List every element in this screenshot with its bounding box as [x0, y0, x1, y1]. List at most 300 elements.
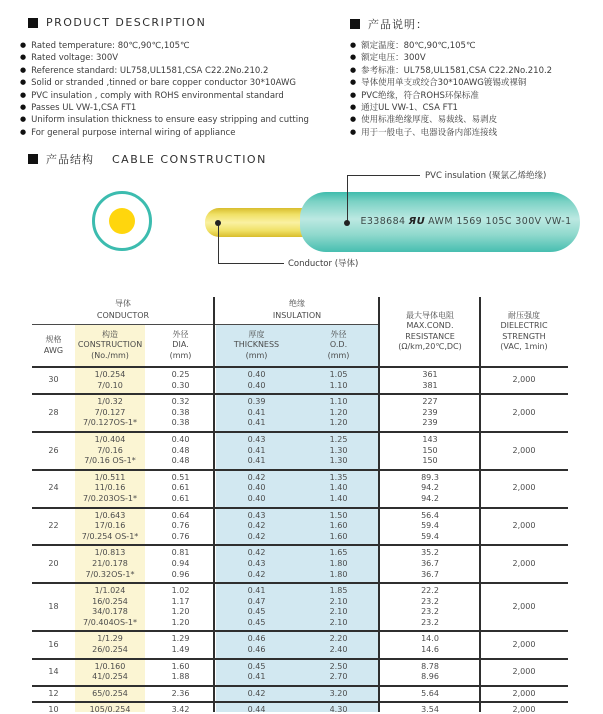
cell-value: 20: [48, 558, 59, 568]
cell-value: 1.60: [171, 661, 190, 671]
cell-dielectric: [480, 632, 568, 657]
bullet-item: [350, 90, 603, 102]
cell-dia: [145, 395, 216, 431]
group-header-insulation: [216, 298, 378, 322]
group-header-en: CONDUCTOR: [96, 311, 150, 320]
cell-od: [297, 703, 380, 714]
cell-od: [297, 433, 380, 469]
cell-value: 8.96: [421, 672, 439, 682]
cell-value: 1/0.404: [94, 434, 126, 444]
cell-value: 1/0.254: [94, 370, 126, 379]
bullet-text: Solid or stranded ,tinned or bare copper conductor 30*10AWG: [31, 78, 296, 89]
cell-value: 21/0.178: [92, 558, 128, 568]
cell-construction: [75, 546, 145, 582]
cell-value: 1.29: [171, 634, 190, 644]
cell-value: 0.76: [171, 531, 190, 541]
cell-resistance: [380, 395, 480, 431]
bullet-text: PVC insulation , comply with ROHS environmental standard: [31, 90, 284, 101]
cell-value: 227: [422, 397, 438, 407]
bullet-item: [20, 52, 348, 64]
cell-value: 0.46: [247, 645, 266, 655]
cell-value: 7/0.16: [97, 445, 123, 455]
cell-value: 239: [422, 407, 438, 417]
cell-value: 12: [48, 688, 59, 698]
cell-od: [297, 509, 380, 545]
column-header-od: [297, 325, 380, 366]
table-row: [32, 703, 568, 714]
cell-value: 56.4: [421, 510, 439, 520]
bullet-icon: ●: [350, 127, 357, 136]
cell-value: 1.20: [329, 418, 348, 428]
cell-resistance: [380, 546, 480, 582]
cell-value: 1.49: [171, 645, 190, 655]
cell-value: 26/0.254: [92, 645, 128, 655]
cell-value: 0.81: [171, 548, 190, 558]
column-header-line: 外径: [330, 329, 347, 339]
column-header-line: (VAC, 1min): [500, 342, 548, 351]
cable-cross-section-conductor-core: [109, 208, 135, 234]
cell-value: 1.10: [329, 397, 348, 407]
cell-value: 0.45: [247, 607, 266, 617]
cell-construction: [75, 433, 145, 469]
section-title-en: CABLE CONSTRUCTION: [112, 152, 267, 166]
section-title-text: PRODUCT DESCRIPTION: [46, 16, 207, 29]
cell-construction: [75, 471, 145, 507]
column-header-line: THICKNESS: [233, 340, 280, 350]
cell-dia: [145, 509, 216, 545]
bullet-item: [350, 52, 603, 64]
cell-value: 14.0: [421, 634, 439, 644]
cell-value: 22.2: [421, 586, 439, 596]
cell-value: 2,000: [512, 445, 536, 455]
cell-value: 14.6: [421, 645, 439, 655]
cell-value: 0.38: [171, 418, 190, 428]
cell-value: 59.4: [421, 521, 439, 531]
cell-thickness: [216, 660, 297, 685]
bullet-item: [20, 127, 348, 139]
cell-construction: [75, 509, 145, 545]
cable-insulation-sheath: [300, 192, 580, 252]
group-header-cn: 绝缘: [289, 299, 305, 308]
cell-awg: [32, 471, 75, 507]
cell-value: 24: [48, 483, 59, 493]
conductor-callout-line-vertical: [218, 223, 219, 263]
cell-awg: [32, 509, 75, 545]
cell-value: 0.61: [171, 483, 190, 493]
cell-dielectric: [480, 509, 568, 545]
cell-value: 34/0.178: [92, 607, 128, 617]
cell-resistance: [380, 509, 480, 545]
bullet-icon: ●: [20, 41, 27, 49]
column-header-line: 最大导体电阻: [406, 310, 454, 320]
cell-value: 0.41: [247, 418, 266, 428]
bullet-item: [20, 77, 348, 89]
cell-dia: [145, 703, 216, 714]
table-row: [32, 660, 568, 687]
conductor-label: Conductor (导体): [288, 259, 359, 269]
column-header-line: DIA.: [172, 340, 189, 350]
cell-thickness: [216, 703, 297, 714]
bullet-icon: ●: [20, 115, 27, 124]
cell-value: 0.61: [171, 493, 190, 503]
column-header-line: 外径: [172, 329, 189, 339]
bullet-text: 额定温度：80℃,90℃,105℃: [361, 41, 476, 51]
cell-dia: [145, 584, 216, 630]
bullet-text: Rated voltage: 300V: [31, 53, 119, 64]
cell-value: 2.50: [329, 661, 348, 671]
black-square-icon: [28, 154, 38, 164]
column-header-line: MAX.COND.: [406, 321, 454, 330]
cell-awg: [32, 546, 75, 582]
bullet-text: Rated temperature: 80℃,90℃,105℃: [31, 41, 190, 51]
cell-value: 0.45: [247, 617, 266, 627]
cell-value: 0.96: [171, 569, 190, 579]
cell-value: 0.43: [247, 558, 266, 568]
conductor-callout-line-horizontal: [218, 263, 284, 264]
cell-value: 0.43: [247, 510, 266, 520]
bullet-text: PVC绝缘，符合ROHS环保标准: [361, 90, 479, 101]
cable-print-marking: [300, 192, 580, 252]
table-row: [32, 584, 568, 632]
header-bottom-rule: [32, 366, 568, 368]
column-header-dia: [145, 325, 216, 366]
cell-resistance: [380, 368, 480, 393]
cell-value: 2,000: [512, 375, 536, 385]
cell-value: 1.25: [329, 434, 348, 444]
cell-value: 1.80: [329, 569, 348, 579]
cell-value: 0.30: [171, 380, 190, 390]
bullet-item: [20, 114, 348, 126]
cell-value: 0.40: [171, 434, 190, 444]
cell-dielectric: [480, 660, 568, 685]
cell-resistance: [380, 703, 480, 714]
cell-value: 0.41: [247, 456, 266, 466]
bullet-text: Uniform insulation thickness to ensure easy stripping and cutting: [31, 115, 309, 126]
bullet-item: [20, 65, 348, 77]
cell-value: 0.45: [247, 661, 266, 671]
table-vertical-divider: [479, 297, 481, 712]
bullet-item: [350, 114, 603, 126]
column-header-resistance: [380, 297, 480, 366]
column-header-line: AWG: [43, 345, 64, 355]
cell-awg: [32, 433, 75, 469]
cell-value: 16: [48, 639, 59, 649]
column-header-thickness: [216, 325, 297, 366]
cell-dia: [145, 632, 216, 657]
cell-value: 0.94: [171, 558, 190, 568]
cell-value: 1.65: [329, 548, 348, 558]
cell-value: 0.39: [247, 397, 266, 407]
cell-value: 1/0.511: [94, 472, 126, 482]
column-header-line: 规格: [45, 335, 62, 344]
cell-value: 105/0.254: [89, 705, 131, 714]
cell-value: 2.10: [329, 617, 348, 627]
cell-value: 0.32: [171, 397, 190, 407]
cell-value: 143: [422, 434, 438, 444]
cell-dielectric: [480, 703, 568, 714]
cell-resistance: [380, 471, 480, 507]
bullet-item: [20, 40, 348, 52]
cell-value: 2,000: [512, 705, 536, 714]
pvc-insulation-label: PVC insulation (聚氯乙烯绝缘): [425, 171, 547, 181]
cell-value: 94.2: [421, 493, 439, 503]
cell-awg: [32, 632, 75, 657]
cell-value: 23.2: [421, 607, 439, 617]
cell-value: 14: [48, 666, 59, 676]
pvc-callout-dot: [344, 220, 350, 226]
group-header-cn: 导体: [115, 299, 131, 308]
cell-value: 1.40: [329, 493, 348, 503]
cell-value: 1.30: [329, 456, 348, 466]
section-title-product-description-cn: [350, 16, 446, 32]
conductor-callout-dot: [215, 220, 221, 226]
cell-value: 1/1.29: [97, 634, 123, 644]
section-title-cn: 产品结构: [46, 153, 94, 166]
bullet-icon: ●: [350, 115, 357, 124]
cell-value: 0.25: [171, 370, 190, 379]
cell-value: 361: [422, 370, 438, 379]
column-header-line: (Ω/km,20℃,DC): [398, 342, 462, 351]
cell-value: 1.60: [329, 521, 348, 531]
bullet-item: [350, 77, 603, 89]
cell-value: 0.44: [247, 705, 266, 714]
product-description-list-cn: [350, 40, 603, 139]
cell-value: 2,000: [512, 558, 536, 568]
group-header-conductor: [32, 298, 214, 322]
cell-value: 0.42: [247, 531, 266, 541]
cell-value: 1.20: [171, 617, 190, 627]
cell-od: [297, 368, 380, 393]
cell-resistance: [380, 687, 480, 702]
cell-value: 0.40: [247, 493, 266, 503]
cell-value: 18: [48, 601, 59, 611]
cell-value: 0.41: [247, 586, 266, 596]
cell-value: 0.41: [247, 445, 266, 455]
cell-value: 94.2: [421, 483, 439, 493]
cell-construction: [75, 632, 145, 657]
cell-construction: [75, 703, 145, 714]
cell-value: 1.60: [329, 531, 348, 541]
column-header-line: (mm): [245, 350, 268, 360]
cell-value: 7/0.10: [97, 380, 123, 390]
cell-dia: [145, 687, 216, 702]
cell-construction: [75, 660, 145, 685]
bullet-icon: ●: [20, 78, 27, 87]
column-header-line: (mm): [169, 350, 192, 360]
bullet-icon: ●: [20, 65, 27, 74]
table-row: [32, 471, 568, 509]
bullet-icon: ●: [20, 53, 27, 62]
cell-value: 7/0.254 OS-1*: [81, 531, 139, 541]
bullet-text: For general purpose internal wiring of appliance: [31, 127, 236, 138]
cell-value: 8.78: [421, 661, 439, 671]
cell-value: 23.2: [421, 617, 439, 627]
cell-value: 0.41: [247, 672, 266, 682]
cell-value: 1.10: [329, 380, 348, 390]
cell-value: 1.20: [171, 607, 190, 617]
bullet-text: 通过UL VW-1、CSA FT1: [361, 103, 458, 114]
cell-construction: [75, 687, 145, 702]
cell-value: 2,000: [512, 483, 536, 493]
column-header-awg: [32, 325, 75, 366]
bullet-text: Reference standard: UL758,UL1581,CSA C22.2No.210.2: [31, 65, 269, 76]
cell-value: 1/0.813: [94, 548, 126, 558]
cell-construction: [75, 584, 145, 630]
cell-value: 381: [422, 380, 438, 390]
cell-od: [297, 584, 380, 630]
ul-recognized-mark-icon: ЯU: [408, 216, 426, 227]
cell-od: [297, 632, 380, 657]
cell-od: [297, 546, 380, 582]
column-header-line: 厚度: [248, 329, 265, 339]
cell-value: 23.2: [421, 596, 439, 606]
bullet-text: 导体使用单支或绞合30*10AWG镀锡或裸铜: [361, 78, 527, 89]
cell-thickness: [216, 471, 297, 507]
cell-value: 1/0.32: [97, 397, 123, 407]
cell-value: 3.54: [421, 705, 439, 714]
cell-value: 2.10: [329, 607, 348, 617]
cell-value: 10: [48, 705, 59, 714]
cell-value: 0.42: [247, 688, 266, 698]
cell-dia: [145, 660, 216, 685]
table-row: [32, 368, 568, 395]
cell-value: 1.20: [329, 407, 348, 417]
cell-value: 0.42: [247, 521, 266, 531]
cell-value: 3.20: [329, 688, 348, 698]
cell-value: 7/0.127OS-1*: [82, 418, 138, 428]
column-header-line: 构造: [102, 329, 118, 339]
cell-value: 2,000: [512, 688, 536, 698]
cell-value: 7/0.32OS-1*: [85, 569, 135, 579]
cell-dielectric: [480, 546, 568, 582]
bullet-icon: ●: [350, 90, 357, 99]
table-row: [32, 632, 568, 659]
cell-value: 11/0.16: [94, 483, 126, 493]
column-header-line: (mm): [327, 350, 350, 360]
cell-value: 7/0.203OS-1*: [82, 493, 138, 503]
cell-construction: [75, 395, 145, 431]
cell-resistance: [380, 632, 480, 657]
table-row: [32, 509, 568, 547]
cell-resistance: [380, 433, 480, 469]
column-header-line: O.D.: [329, 340, 348, 350]
bullet-text: 使用标准绝缘厚度、易裁线、易剥皮: [361, 115, 498, 126]
cable-print-cert-number: E338684: [360, 216, 406, 227]
cell-value: 0.42: [247, 472, 266, 482]
cell-value: 3.42: [171, 705, 190, 714]
cell-value: 0.41: [247, 407, 266, 417]
cell-value: 1.40: [329, 483, 348, 493]
cell-construction: [75, 368, 145, 393]
cell-value: 41/0.254: [92, 672, 128, 682]
bullet-icon: ●: [350, 103, 357, 112]
cell-dielectric: [480, 471, 568, 507]
cell-value: 59.4: [421, 531, 439, 541]
product-description-list-en: [20, 40, 348, 139]
column-header-line: STRENGTH: [502, 331, 546, 341]
cell-dielectric: [480, 433, 568, 469]
cell-awg: [32, 584, 75, 630]
table-row: [32, 395, 568, 433]
bullet-icon: ●: [350, 41, 357, 49]
bullet-text: 额定电压：300V: [361, 53, 426, 64]
cell-value: 1.88: [171, 672, 190, 682]
cell-value: 7/0.16 OS-1*: [84, 456, 136, 466]
column-header-dielectric: [480, 297, 568, 366]
cell-value: 2.70: [329, 672, 348, 682]
bullet-item: [350, 102, 603, 114]
cell-value: 36.7: [421, 558, 439, 568]
table-vertical-divider: [378, 297, 380, 712]
cell-thickness: [216, 433, 297, 469]
cell-value: 0.47: [247, 596, 266, 606]
cell-value: 5.64: [421, 688, 439, 698]
cell-value: 0.42: [247, 548, 266, 558]
bullet-text: Passes UL VW-1,CSA FT1: [31, 103, 137, 114]
cell-value: 0.40: [247, 380, 266, 390]
section-title-cable-construction: [28, 151, 267, 167]
cell-value: 150: [422, 456, 438, 466]
cell-awg: [32, 395, 75, 431]
cell-dia: [145, 368, 216, 393]
cell-thickness: [216, 368, 297, 393]
cell-value: 0.64: [171, 510, 190, 520]
cell-value: 1.05: [329, 370, 348, 379]
bullet-icon: ●: [350, 53, 357, 62]
cell-value: 0.42: [247, 569, 266, 579]
cell-value: 26: [48, 445, 59, 455]
cell-dia: [145, 471, 216, 507]
cell-value: 1.85: [329, 586, 348, 596]
cell-od: [297, 471, 380, 507]
cell-value: 65/0.254: [92, 688, 128, 698]
cell-resistance: [380, 660, 480, 685]
table-row: [32, 433, 568, 471]
spec-table-body: [32, 368, 568, 714]
cell-value: 0.38: [171, 407, 190, 417]
cell-value: 2.36: [171, 688, 190, 698]
cell-dia: [145, 433, 216, 469]
cell-value: 2,000: [512, 521, 536, 531]
cell-value: 7/0.127: [94, 407, 126, 417]
cell-value: 7/0.404OS-1*: [82, 617, 138, 627]
cell-value: 0.48: [171, 445, 190, 455]
cell-dielectric: [480, 687, 568, 702]
cell-value: 0.40: [247, 370, 266, 379]
bullet-icon: ●: [20, 103, 27, 112]
cell-value: 0.76: [171, 521, 190, 531]
cell-value: 1.30: [329, 445, 348, 455]
cell-value: 35.2: [421, 548, 439, 558]
pvc-callout-line-vertical: [347, 175, 348, 223]
cell-value: 89.3: [421, 472, 439, 482]
cell-resistance: [380, 584, 480, 630]
bullet-item: [350, 127, 603, 139]
spec-table: [32, 297, 568, 712]
section-title-text-cn: 产品说明：: [368, 18, 428, 31]
bullet-icon: ●: [350, 78, 357, 87]
cell-value: 4.30: [329, 705, 348, 714]
cell-thickness: [216, 546, 297, 582]
cell-value: 22: [48, 521, 59, 531]
black-square-icon: [28, 18, 38, 28]
cell-value: 1/0.643: [94, 510, 126, 520]
cell-value: 1.02: [171, 586, 190, 596]
cell-value: 1/0.160: [94, 661, 126, 671]
bullet-item: [20, 102, 348, 114]
cell-value: 2.10: [329, 596, 348, 606]
cell-dielectric: [480, 395, 568, 431]
